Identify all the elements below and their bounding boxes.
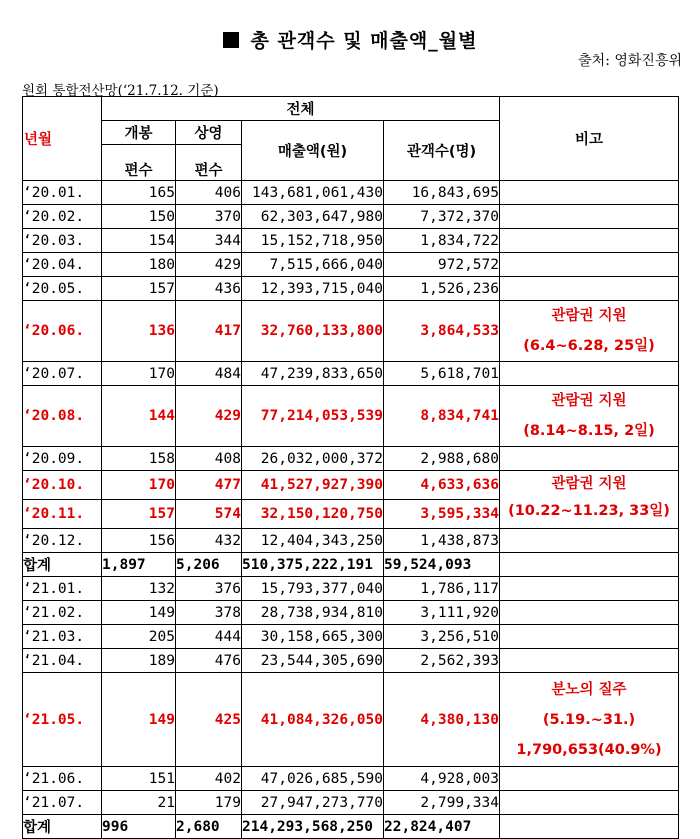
- cell-ym: ‘20.09.: [23, 447, 102, 471]
- cell-audience: 2,562,393: [384, 649, 500, 673]
- remark-line: 1,790,653(40.9%): [516, 741, 662, 758]
- cell-sales: 27,947,273,770: [242, 791, 384, 815]
- cell-sales: 62,303,647,980: [242, 205, 384, 229]
- cell-sales: 47,239,833,650: [242, 362, 384, 386]
- remark-line: 관람권 지원: [551, 476, 627, 492]
- basis-note: 원회 통합전산망(‘21.7.12. 기준): [22, 83, 219, 99]
- cell-opened: 189: [102, 649, 176, 673]
- cell-audience: 3,256,510: [384, 625, 500, 649]
- cell-sales: 143,681,061,430: [242, 181, 384, 205]
- cell-sales: 7,515,666,040: [242, 253, 384, 277]
- table-row: [23, 601, 679, 625]
- cell-screened: 477: [176, 471, 242, 500]
- remark-line: (8.14~8.15, 2일): [523, 423, 655, 439]
- cell-audience: 4,633,636: [384, 471, 500, 500]
- cell-ym: ‘20.06.: [23, 301, 102, 362]
- cell-screened: 444: [176, 625, 242, 649]
- cell-opened: 157: [102, 500, 176, 529]
- cell-remarks: [500, 815, 679, 839]
- cell-audience: 2,799,334: [384, 791, 500, 815]
- cell-audience: 1,834,722: [384, 229, 500, 253]
- cell-opened: 158: [102, 447, 176, 471]
- cell-audience: 3,111,920: [384, 601, 500, 625]
- black-square-icon: [223, 32, 239, 48]
- cell-sales: 30,158,665,300: [242, 625, 384, 649]
- cell-ym: ‘20.11.: [23, 500, 102, 529]
- cell-sales: 41,084,326,050: [242, 673, 384, 767]
- cell-ym: ‘20.05.: [23, 277, 102, 301]
- cell-sales: 47,026,685,590: [242, 767, 384, 791]
- cell-audience: 5,618,701: [384, 362, 500, 386]
- cell-screened: 425: [176, 673, 242, 767]
- cell-sales: 26,032,000,372: [242, 447, 384, 471]
- cell-opened: 21: [102, 791, 176, 815]
- table-row: [23, 649, 679, 673]
- cell-audience: 8,834,741: [384, 386, 500, 447]
- cell-remarks: [500, 649, 679, 673]
- cell-sales: 41,527,927,390: [242, 471, 384, 500]
- header-opened-bottom: 편수: [102, 145, 176, 181]
- cell-screened: 484: [176, 362, 242, 386]
- cell-audience: 1,786,117: [384, 577, 500, 601]
- cell-opened: 157: [102, 277, 176, 301]
- cell-opened: 1,897: [102, 553, 176, 577]
- cell-remarks: [500, 181, 679, 205]
- cell-screened: 5,206: [176, 553, 242, 577]
- remark-line: (5.19.~31.): [542, 711, 636, 728]
- cell-screened: 476: [176, 649, 242, 673]
- cell-screened: 408: [176, 447, 242, 471]
- cell-remarks: [500, 625, 679, 649]
- header-screened-top: 상영: [176, 121, 242, 145]
- cell-opened: 149: [102, 673, 176, 767]
- cell-sales: 77,214,053,539: [242, 386, 384, 447]
- cell-opened: 144: [102, 386, 176, 447]
- table-row: [23, 447, 679, 471]
- cell-screened: 378: [176, 601, 242, 625]
- table-row-highlight: [23, 301, 679, 362]
- cell-screened: 417: [176, 301, 242, 362]
- cell-ym: ‘20.12.: [23, 529, 102, 553]
- cell-opened: 996: [102, 815, 176, 839]
- total-row-2021: [23, 815, 679, 839]
- cell-screened: 429: [176, 253, 242, 277]
- cell-remarks: [500, 767, 679, 791]
- table-row-highlight: [23, 673, 679, 767]
- cell-remarks: [500, 601, 679, 625]
- monthly-box-office-table: [22, 96, 679, 839]
- cell-ym: 합계: [23, 815, 102, 839]
- cell-audience: 4,928,003: [384, 767, 500, 791]
- cell-sales: 214,293,568,250: [242, 815, 384, 839]
- header-total: 전체: [102, 97, 500, 121]
- cell-screened: 179: [176, 791, 242, 815]
- cell-opened: 156: [102, 529, 176, 553]
- cell-opened: 154: [102, 229, 176, 253]
- cell-sales: 15,793,377,040: [242, 577, 384, 601]
- cell-screened: 429: [176, 386, 242, 447]
- table-row: [23, 529, 679, 553]
- header-row-1: [23, 97, 679, 121]
- cell-opened: 150: [102, 205, 176, 229]
- cell-remarks: [500, 553, 679, 577]
- header-audience: 관객수(명): [384, 121, 500, 181]
- header-sales: 매출액(원): [242, 121, 384, 181]
- remark-line: 관람권 지원: [551, 393, 627, 409]
- cell-ym: 합계: [23, 553, 102, 577]
- cell-opened: 170: [102, 362, 176, 386]
- cell-remarks: [500, 205, 679, 229]
- cell-remarks: [500, 577, 679, 601]
- title-text: 총 관객수 및 매출액_월별: [250, 30, 478, 52]
- cell-sales: 32,760,133,800: [242, 301, 384, 362]
- cell-screened: 2,680: [176, 815, 242, 839]
- cell-screened: 432: [176, 529, 242, 553]
- cell-audience: 4,380,130: [384, 673, 500, 767]
- cell-ym: ‘20.04.: [23, 253, 102, 277]
- cell-screened: 370: [176, 205, 242, 229]
- cell-ym: ‘20.07.: [23, 362, 102, 386]
- remark-voucher-jun: [500, 301, 679, 362]
- table-row: [23, 253, 679, 277]
- cell-remarks: [500, 362, 679, 386]
- table-row: [23, 181, 679, 205]
- cell-screened: 402: [176, 767, 242, 791]
- total-row-2020: [23, 553, 679, 577]
- cell-opened: 165: [102, 181, 176, 205]
- cell-ym: ‘21.05.: [23, 673, 102, 767]
- cell-audience: 22,824,407: [384, 815, 500, 839]
- cell-remarks: [500, 529, 679, 553]
- cell-opened: 151: [102, 767, 176, 791]
- cell-opened: 170: [102, 471, 176, 500]
- cell-sales: 32,150,120,750: [242, 500, 384, 529]
- cell-opened: 149: [102, 601, 176, 625]
- cell-ym: ‘20.03.: [23, 229, 102, 253]
- cell-screened: 344: [176, 229, 242, 253]
- cell-audience: 7,372,370: [384, 205, 500, 229]
- remark-voucher-oct-nov: [500, 471, 679, 529]
- cell-ym: ‘20.02.: [23, 205, 102, 229]
- remark-voucher-aug: [500, 386, 679, 447]
- document-title: [0, 26, 700, 53]
- cell-audience: 3,864,533: [384, 301, 500, 362]
- cell-audience: 16,843,695: [384, 181, 500, 205]
- cell-ym: ‘20.08.: [23, 386, 102, 447]
- cell-sales: 12,404,343,250: [242, 529, 384, 553]
- remark-line: 관람권 지원: [551, 308, 627, 324]
- cell-screened: 574: [176, 500, 242, 529]
- cell-sales: 12,393,715,040: [242, 277, 384, 301]
- table-row: [23, 205, 679, 229]
- header-ym: 년월: [23, 97, 102, 181]
- cell-remarks: [500, 277, 679, 301]
- cell-audience: 1,438,873: [384, 529, 500, 553]
- cell-opened: 136: [102, 301, 176, 362]
- header-opened-top: 개봉: [102, 121, 176, 145]
- cell-ym: ‘21.07.: [23, 791, 102, 815]
- cell-opened: 132: [102, 577, 176, 601]
- header-screened-bottom: 편수: [176, 145, 242, 181]
- cell-audience: 2,988,680: [384, 447, 500, 471]
- table-row: [23, 625, 679, 649]
- table-row: [23, 277, 679, 301]
- table-row: [23, 577, 679, 601]
- table-row: [23, 229, 679, 253]
- cell-sales: 15,152,718,950: [242, 229, 384, 253]
- cell-opened: 205: [102, 625, 176, 649]
- cell-sales: 28,738,934,810: [242, 601, 384, 625]
- cell-ym: ‘21.06.: [23, 767, 102, 791]
- cell-screened: 436: [176, 277, 242, 301]
- cell-opened: 180: [102, 253, 176, 277]
- cell-audience: 1,526,236: [384, 277, 500, 301]
- remark-line: (6.4~6.28, 25일): [523, 338, 655, 354]
- remark-fast-furious: [500, 673, 679, 767]
- table-row: [23, 767, 679, 791]
- cell-screened: 376: [176, 577, 242, 601]
- header-remarks: 비고: [500, 97, 679, 181]
- cell-audience: 3,595,334: [384, 500, 500, 529]
- cell-sales: 23,544,305,690: [242, 649, 384, 673]
- cell-ym: ‘21.04.: [23, 649, 102, 673]
- table-row: [23, 791, 679, 815]
- cell-remarks: [500, 229, 679, 253]
- cell-ym: ‘20.10.: [23, 471, 102, 500]
- cell-ym: ‘21.02.: [23, 601, 102, 625]
- cell-remarks: [500, 447, 679, 471]
- cell-ym: ‘20.01.: [23, 181, 102, 205]
- table-row-highlight: [23, 386, 679, 447]
- cell-remarks: [500, 253, 679, 277]
- cell-audience: 972,572: [384, 253, 500, 277]
- table-row-highlight: [23, 471, 679, 500]
- cell-remarks: [500, 791, 679, 815]
- cell-sales: 510,375,222,191: [242, 553, 384, 577]
- remark-line: 분노의 질주: [551, 681, 627, 698]
- cell-audience: 59,524,093: [384, 553, 500, 577]
- cell-ym: ‘21.01.: [23, 577, 102, 601]
- table-row: [23, 362, 679, 386]
- source-note: 출처: 영화진흥위: [578, 53, 682, 69]
- cell-screened: 406: [176, 181, 242, 205]
- remark-line: (10.22~11.23, 33일): [508, 503, 670, 519]
- cell-ym: ‘21.03.: [23, 625, 102, 649]
